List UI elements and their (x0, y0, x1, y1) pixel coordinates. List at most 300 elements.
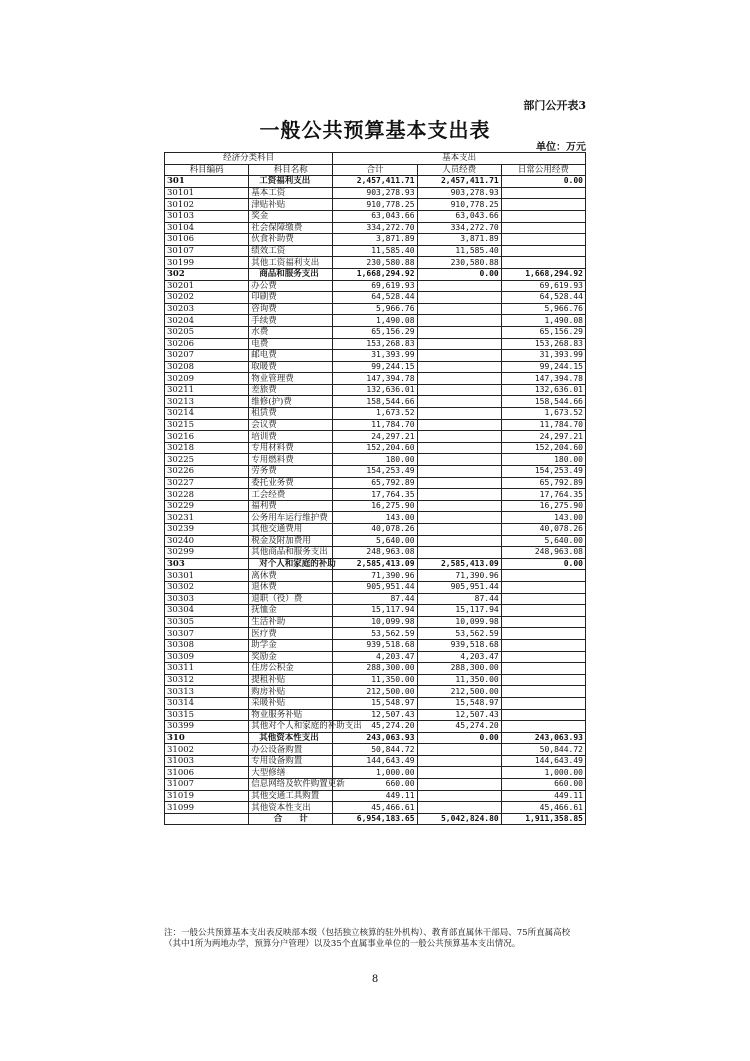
row-personnel (417, 466, 501, 478)
row-name: 退职（役）费 (249, 593, 333, 605)
row-total: 158,544.66 (333, 396, 417, 408)
row-personnel: 939,518.68 (417, 639, 501, 651)
row-personnel (417, 419, 501, 431)
row-code: 30202 (165, 292, 249, 304)
row-code: 31006 (165, 767, 249, 779)
row-name: 津贴补贴 (249, 199, 333, 211)
table-row (165, 384, 586, 396)
table-row (165, 431, 586, 443)
table-row (165, 454, 586, 466)
row-public (501, 663, 585, 675)
row-total: 99,244.15 (333, 361, 417, 373)
table-row (165, 524, 586, 536)
row-code: 30239 (165, 524, 249, 536)
row-personnel (417, 755, 501, 767)
row-name: 其他资本性支出 (249, 802, 333, 814)
header-row-2 (165, 164, 586, 176)
row-name: 其他交通工具购置 (249, 790, 333, 802)
row-total: 71,390.96 (333, 570, 417, 582)
row-name: 委托业务费 (249, 477, 333, 489)
row-total: 1,668,294.92 (333, 268, 417, 280)
row-code: 30299 (165, 547, 249, 559)
total-row-personnel: 5,042,824.80 (417, 813, 501, 825)
table-row (165, 315, 586, 327)
row-total: 1,490.08 (333, 315, 417, 327)
table-row (165, 732, 586, 744)
row-personnel: 2,457,411.71 (417, 176, 501, 188)
row-name: 办公费 (249, 280, 333, 292)
row-total: 50,844.72 (333, 744, 417, 756)
row-name: 奖金 (249, 210, 333, 222)
table-row (165, 292, 586, 304)
row-code: 30313 (165, 686, 249, 698)
row-name: 社会保障缴费 (249, 222, 333, 234)
row-total: 144,643.49 (333, 755, 417, 767)
row-name: 奖励金 (249, 651, 333, 663)
row-personnel: 334,272.70 (417, 222, 501, 234)
row-personnel: 230,580.88 (417, 257, 501, 269)
row-name: 对个人和家庭的补助 (249, 558, 333, 570)
row-public: 45,466.61 (501, 802, 585, 814)
name-header: 科目名称 (249, 164, 333, 176)
table-row (165, 674, 586, 686)
row-public: 17,764.35 (501, 489, 585, 501)
row-name: 助学金 (249, 639, 333, 651)
row-total: 153,268.83 (333, 338, 417, 350)
row-code: 30308 (165, 639, 249, 651)
row-personnel: 71,390.96 (417, 570, 501, 582)
row-public: 69,619.93 (501, 280, 585, 292)
row-name: 维修(护)费 (249, 396, 333, 408)
expenditure-table (164, 152, 586, 825)
row-name: 差旅费 (249, 384, 333, 396)
row-name: 劳务费 (249, 466, 333, 478)
row-personnel: 0.00 (417, 732, 501, 744)
row-public: 65,792.89 (501, 477, 585, 489)
row-code: 30399 (165, 721, 249, 733)
row-public (501, 222, 585, 234)
table-row (165, 442, 586, 454)
row-code: 30314 (165, 697, 249, 709)
table-row (165, 790, 586, 802)
row-personnel: 910,778.25 (417, 199, 501, 211)
row-total: 4,203.47 (333, 651, 417, 663)
row-name: 工会经费 (249, 489, 333, 501)
row-personnel (417, 373, 501, 385)
row-total: 903,278.93 (333, 187, 417, 199)
row-personnel (417, 454, 501, 466)
row-public: 158,544.66 (501, 396, 585, 408)
table-row (165, 222, 586, 234)
table-row (165, 744, 586, 756)
row-personnel (417, 338, 501, 350)
row-name: 基本工资 (249, 187, 333, 199)
row-public: 153,268.83 (501, 338, 585, 350)
total-row-total: 6,954,183.65 (333, 813, 417, 825)
row-total: 910,778.25 (333, 199, 417, 211)
row-total: 63,043.66 (333, 210, 417, 222)
row-total: 40,078.26 (333, 524, 417, 536)
row-code: 30209 (165, 373, 249, 385)
row-personnel (417, 512, 501, 524)
table-row (165, 245, 586, 257)
table-row (165, 268, 586, 280)
row-public: 180.00 (501, 454, 585, 466)
row-code: 30229 (165, 500, 249, 512)
row-personnel: 53,562.59 (417, 628, 501, 640)
row-code: 30231 (165, 512, 249, 524)
row-total: 2,585,413.09 (333, 558, 417, 570)
row-total: 248,963.08 (333, 547, 417, 559)
row-code: 30211 (165, 384, 249, 396)
row-public: 11,784.70 (501, 419, 585, 431)
row-code: 310 (165, 732, 249, 744)
row-personnel: 11,585.40 (417, 245, 501, 257)
row-public (501, 581, 585, 593)
row-code: 30208 (165, 361, 249, 373)
row-personnel (417, 779, 501, 791)
row-public: 660.00 (501, 779, 585, 791)
row-name: 生活补助 (249, 616, 333, 628)
row-code: 30218 (165, 442, 249, 454)
row-name: 抚恤金 (249, 605, 333, 617)
row-code: 30301 (165, 570, 249, 582)
total-row (165, 813, 586, 825)
row-public (501, 245, 585, 257)
row-code: 30304 (165, 605, 249, 617)
row-name: 工资福利支出 (249, 176, 333, 188)
row-public (501, 570, 585, 582)
table-row (165, 663, 586, 675)
row-public: 143.00 (501, 512, 585, 524)
row-public (501, 697, 585, 709)
row-total: 449.11 (333, 790, 417, 802)
table-row (165, 234, 586, 246)
row-name: 退休费 (249, 581, 333, 593)
row-code: 30201 (165, 280, 249, 292)
table-row (165, 547, 586, 559)
row-public (501, 257, 585, 269)
row-total: 143.00 (333, 512, 417, 524)
row-personnel: 905,951.44 (417, 581, 501, 593)
row-personnel: 15,548.97 (417, 697, 501, 709)
econ-class-header: 经济分类科目 (165, 153, 333, 165)
row-name: 医疗费 (249, 628, 333, 640)
row-public: 1,668,294.92 (501, 268, 585, 280)
row-personnel (417, 767, 501, 779)
row-public: 40,078.26 (501, 524, 585, 536)
table-row (165, 628, 586, 640)
row-code: 30302 (165, 581, 249, 593)
row-personnel: 3,871.89 (417, 234, 501, 246)
row-code: 30102 (165, 199, 249, 211)
row-code: 30311 (165, 663, 249, 675)
row-name: 物业服务补贴 (249, 709, 333, 721)
table-row (165, 721, 586, 733)
row-name: 物业管理费 (249, 373, 333, 385)
table-row (165, 581, 586, 593)
row-code: 30203 (165, 303, 249, 315)
row-name: 其他商品和服务支出 (249, 547, 333, 559)
table-row (165, 686, 586, 698)
row-name: 购房补贴 (249, 686, 333, 698)
row-code: 30101 (165, 187, 249, 199)
personnel-header: 人员经费 (417, 164, 501, 176)
table-row (165, 651, 586, 663)
row-public (501, 199, 585, 211)
row-public (501, 651, 585, 663)
table-row (165, 176, 586, 188)
table-row (165, 697, 586, 709)
row-total: 152,204.60 (333, 442, 417, 454)
row-name: 取暖费 (249, 361, 333, 373)
row-code: 31007 (165, 779, 249, 791)
row-personnel (417, 477, 501, 489)
table-row (165, 361, 586, 373)
row-total: 15,117.94 (333, 605, 417, 617)
row-personnel (417, 350, 501, 362)
table-row (165, 605, 586, 617)
header-row-1 (165, 153, 586, 165)
row-name: 咨询费 (249, 303, 333, 315)
row-name: 采暖补贴 (249, 697, 333, 709)
row-total: 660.00 (333, 779, 417, 791)
row-personnel: 288,300.00 (417, 663, 501, 675)
table-row (165, 639, 586, 651)
row-public (501, 686, 585, 698)
row-total: 243,063.93 (333, 732, 417, 744)
row-public (501, 616, 585, 628)
table-row (165, 326, 586, 338)
row-code: 31002 (165, 744, 249, 756)
row-personnel: 212,500.00 (417, 686, 501, 698)
row-total: 64,528.44 (333, 292, 417, 304)
table-row (165, 477, 586, 489)
row-code: 30309 (165, 651, 249, 663)
row-personnel (417, 384, 501, 396)
row-code: 30205 (165, 326, 249, 338)
row-public: 1,000.00 (501, 767, 585, 779)
row-name: 大型修缮 (249, 767, 333, 779)
row-personnel (417, 361, 501, 373)
row-public: 5,966.76 (501, 303, 585, 315)
row-public: 449.11 (501, 790, 585, 802)
row-public: 1,490.08 (501, 315, 585, 327)
row-total: 905,951.44 (333, 581, 417, 593)
total-row-label: 合 计 (249, 813, 333, 825)
row-personnel (417, 790, 501, 802)
table-row (165, 709, 586, 721)
row-name: 福利费 (249, 500, 333, 512)
row-public: 5,640.00 (501, 535, 585, 547)
row-personnel (417, 524, 501, 536)
row-total: 230,580.88 (333, 257, 417, 269)
row-public: 99,244.15 (501, 361, 585, 373)
row-public (501, 593, 585, 605)
row-total: 2,457,411.71 (333, 176, 417, 188)
row-personnel: 0.00 (417, 268, 501, 280)
row-name: 伙食补助费 (249, 234, 333, 246)
table-row (165, 535, 586, 547)
row-name: 手续费 (249, 315, 333, 327)
row-total: 53,562.59 (333, 628, 417, 640)
row-total: 15,548.97 (333, 697, 417, 709)
row-total: 65,156.29 (333, 326, 417, 338)
row-personnel: 15,117.94 (417, 605, 501, 617)
row-public (501, 210, 585, 222)
row-personnel: 10,099.98 (417, 616, 501, 628)
row-code: 30213 (165, 396, 249, 408)
table-code: 部门公开表3 (523, 99, 586, 112)
row-code: 30104 (165, 222, 249, 234)
row-code: 31003 (165, 755, 249, 767)
code-header: 科目编码 (165, 164, 249, 176)
row-public: 16,275.90 (501, 500, 585, 512)
row-total: 147,394.78 (333, 373, 417, 385)
row-code: 30215 (165, 419, 249, 431)
row-total: 17,764.35 (333, 489, 417, 501)
row-total: 24,297.21 (333, 431, 417, 443)
table-row (165, 489, 586, 501)
row-personnel: 2,585,413.09 (417, 558, 501, 570)
row-personnel (417, 280, 501, 292)
row-total: 11,585.40 (333, 245, 417, 257)
row-public (501, 187, 585, 199)
row-total: 180.00 (333, 454, 417, 466)
table-row (165, 558, 586, 570)
row-name: 邮电费 (249, 350, 333, 362)
row-personnel (417, 303, 501, 315)
row-total: 939,518.68 (333, 639, 417, 651)
row-public: 1,673.52 (501, 408, 585, 420)
row-public (501, 628, 585, 640)
row-total: 31,393.99 (333, 350, 417, 362)
row-total: 5,640.00 (333, 535, 417, 547)
row-public: 24,297.21 (501, 431, 585, 443)
row-name: 印刷费 (249, 292, 333, 304)
row-code: 30204 (165, 315, 249, 327)
total-row-public: 1,911,358.85 (501, 813, 585, 825)
row-total: 69,619.93 (333, 280, 417, 292)
row-public: 154,253.49 (501, 466, 585, 478)
row-total: 45,274.20 (333, 721, 417, 733)
table-row (165, 419, 586, 431)
row-public (501, 639, 585, 651)
row-total: 288,300.00 (333, 663, 417, 675)
row-name: 其他资本性支出 (249, 732, 333, 744)
row-code: 302 (165, 268, 249, 280)
row-public (501, 674, 585, 686)
row-total: 132,636.01 (333, 384, 417, 396)
row-name: 提租补贴 (249, 674, 333, 686)
row-total: 334,272.70 (333, 222, 417, 234)
row-code: 30305 (165, 616, 249, 628)
row-total: 10,099.98 (333, 616, 417, 628)
row-personnel (417, 326, 501, 338)
row-public: 0.00 (501, 558, 585, 570)
row-total: 45,466.61 (333, 802, 417, 814)
row-total: 11,350.00 (333, 674, 417, 686)
row-public: 243,063.93 (501, 732, 585, 744)
table-row (165, 408, 586, 420)
row-name: 税金及附加费用 (249, 535, 333, 547)
row-code: 30107 (165, 245, 249, 257)
row-total: 16,275.90 (333, 500, 417, 512)
row-code: 30226 (165, 466, 249, 478)
row-total: 3,871.89 (333, 234, 417, 246)
table-row (165, 593, 586, 605)
table-row (165, 373, 586, 385)
row-personnel (417, 744, 501, 756)
row-name: 水费 (249, 326, 333, 338)
page-title: 一般公共预算基本支出表 (259, 118, 491, 142)
row-public: 147,394.78 (501, 373, 585, 385)
row-public (501, 709, 585, 721)
row-total: 12,507.43 (333, 709, 417, 721)
row-code: 303 (165, 558, 249, 570)
table-row (165, 755, 586, 767)
row-code: 31099 (165, 802, 249, 814)
total-header: 合计 (333, 164, 417, 176)
row-code: 30214 (165, 408, 249, 420)
row-personnel: 12,507.43 (417, 709, 501, 721)
table-row (165, 199, 586, 211)
row-total: 65,792.89 (333, 477, 417, 489)
row-public: 31,393.99 (501, 350, 585, 362)
row-name: 其他工资福利支出 (249, 257, 333, 269)
row-code: 30207 (165, 350, 249, 362)
row-code: 30225 (165, 454, 249, 466)
table-row (165, 500, 586, 512)
row-personnel (417, 500, 501, 512)
row-public (501, 605, 585, 617)
row-name: 会议费 (249, 419, 333, 431)
row-personnel: 4,203.47 (417, 651, 501, 663)
row-personnel (417, 315, 501, 327)
row-personnel (417, 802, 501, 814)
row-public: 0.00 (501, 176, 585, 188)
basic-expense-header: 基本支出 (333, 153, 586, 165)
row-name: 专用材料费 (249, 442, 333, 454)
row-code: 30240 (165, 535, 249, 547)
row-name: 信息网络及软件购置更新 (249, 779, 333, 791)
row-code: 30216 (165, 431, 249, 443)
row-personnel: 11,350.00 (417, 674, 501, 686)
table-row (165, 802, 586, 814)
row-total: 11,784.70 (333, 419, 417, 431)
row-public: 50,844.72 (501, 744, 585, 756)
table-row (165, 466, 586, 478)
row-code: 301 (165, 176, 249, 188)
row-total: 1,000.00 (333, 767, 417, 779)
table-row (165, 187, 586, 199)
table-row (165, 767, 586, 779)
row-name: 电费 (249, 338, 333, 350)
table-row (165, 303, 586, 315)
row-name: 培训费 (249, 431, 333, 443)
row-code: 30228 (165, 489, 249, 501)
row-code: 30206 (165, 338, 249, 350)
row-personnel (417, 547, 501, 559)
row-personnel (417, 396, 501, 408)
row-personnel: 87.44 (417, 593, 501, 605)
row-personnel: 63,043.66 (417, 210, 501, 222)
row-public: 64,528.44 (501, 292, 585, 304)
row-code: 30199 (165, 257, 249, 269)
table-row (165, 512, 586, 524)
row-code: 30103 (165, 210, 249, 222)
row-public: 132,636.01 (501, 384, 585, 396)
